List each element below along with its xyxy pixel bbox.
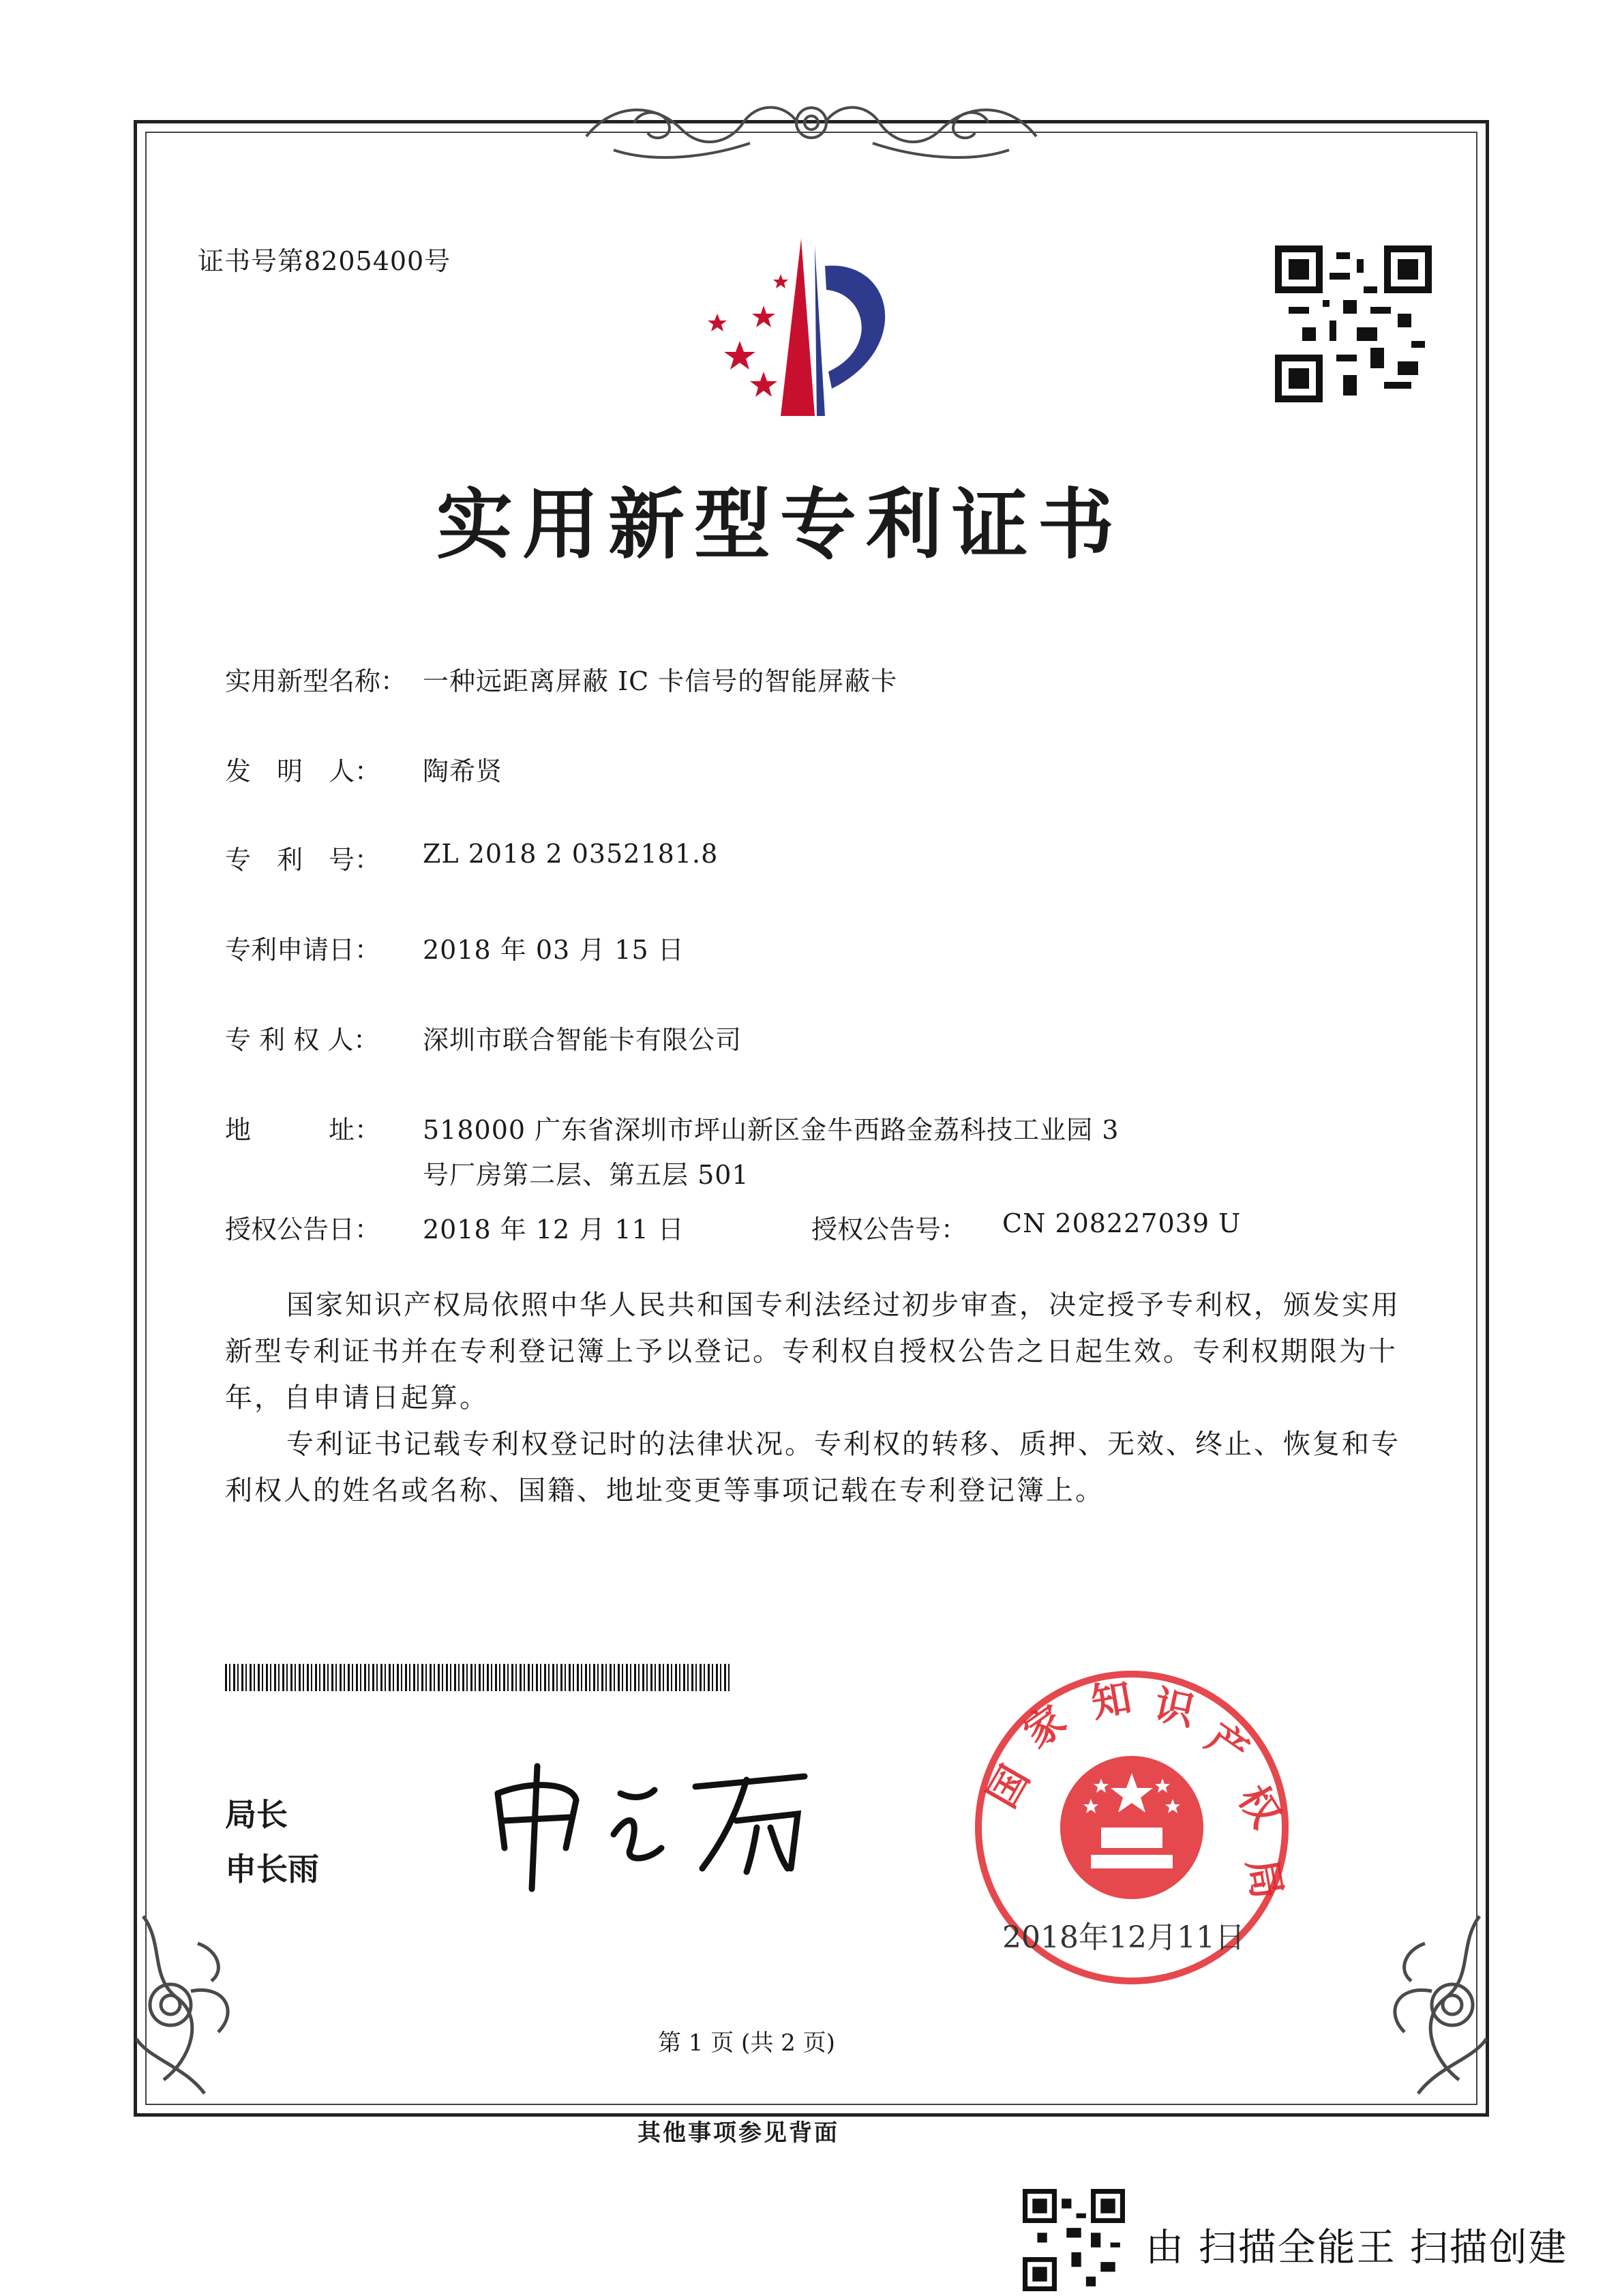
bottom-left-ornament-icon bbox=[123, 1903, 293, 2107]
field-label-grant-date: 授权公告日： bbox=[225, 1214, 381, 1244]
field-value-pub-no: CN 208227039 U bbox=[1002, 1208, 1242, 1238]
field-label-address: 地 址： bbox=[225, 1115, 381, 1145]
certificate-number: 证书号第8205400号 bbox=[198, 246, 451, 276]
paragraph-1-line-3: 年，自申请日起算。 bbox=[225, 1382, 489, 1414]
handwritten-signature bbox=[477, 1753, 832, 1896]
field-label-filing-date: 专利申请日： bbox=[225, 935, 381, 965]
qr-code-icon bbox=[1275, 245, 1432, 402]
page-indicator: 第 1 页 (共 2 页) bbox=[658, 2029, 835, 2057]
field-value-filing-date: 2018 年 03 月 15 日 bbox=[423, 935, 685, 965]
seal-date: 2018年12月11日 bbox=[1002, 1920, 1245, 1955]
field-value-address-line1: 518000 广东省深圳市坪山新区金牛西路金荔科技工业园 3 bbox=[423, 1115, 1120, 1145]
field-value-grant-date: 2018 年 12 月 11 日 bbox=[423, 1214, 685, 1244]
field-value-inventor: 陶希贤 bbox=[423, 756, 503, 786]
svg-text:局: 局 bbox=[1238, 1855, 1291, 1903]
see-reverse-note: 其他事项参见背面 bbox=[637, 2119, 839, 2147]
field-label-patent-no: 专 利 号： bbox=[225, 845, 381, 875]
svg-text:知: 知 bbox=[1087, 1673, 1135, 1727]
svg-text:国: 国 bbox=[978, 1757, 1039, 1815]
top-ornament-icon bbox=[573, 82, 1050, 170]
paragraph-1-line-2: 新型专利证书并在专利登记簿上予以登记。专利权自授权公告之日起生效。专利权期限为十 bbox=[225, 1336, 1398, 1367]
svg-text:识: 识 bbox=[1150, 1681, 1199, 1735]
scanner-qr-code-icon bbox=[1023, 2189, 1125, 2291]
paragraph-1-line-1: 国家知识产权局依照中华人民共和国专利法经过初步审查，决定授予专利权，颁发实用 bbox=[286, 1289, 1400, 1321]
paragraph-2-line-1: 专利证书记载专利权登记时的法律状况。专利权的转移、质押、无效、终止、恢复和专 bbox=[286, 1429, 1400, 1460]
page-title: 实用新型专利证书 bbox=[436, 480, 1124, 569]
paragraph-2-line-2: 利权人的姓名或名称、国籍、地址变更等事项记载在专利登记簿上。 bbox=[225, 1475, 1105, 1506]
svg-text:家: 家 bbox=[1015, 1696, 1075, 1757]
scanner-watermark: 由 扫描全能王 扫描创建 bbox=[1145, 2226, 1568, 2270]
field-label-pub-no: 授权公告号： bbox=[811, 1214, 967, 1244]
bottom-right-ornament-icon bbox=[1330, 1903, 1500, 2107]
field-label-inventor: 发 明 人： bbox=[225, 756, 381, 786]
field-label-name: 实用新型名称： bbox=[225, 666, 407, 696]
field-value-patentee: 深圳市联合智能卡有限公司 bbox=[423, 1025, 742, 1055]
signatory-name: 申长雨 bbox=[225, 1851, 319, 1888]
field-value-name: 一种远距离屏蔽 IC 卡信号的智能屏蔽卡 bbox=[423, 666, 898, 696]
field-value-address-line2: 号厂房第二层、第五层 501 bbox=[423, 1160, 749, 1190]
signatory-role: 局长 bbox=[225, 1796, 288, 1833]
cnipa-logo-icon bbox=[689, 232, 934, 423]
svg-text:产: 产 bbox=[1197, 1714, 1257, 1775]
field-label-patentee: 专 利 权 人： bbox=[225, 1025, 380, 1055]
barcode-icon bbox=[225, 1664, 730, 1691]
field-value-patent-no: ZL 2018 2 0352181.8 bbox=[423, 839, 719, 869]
svg-text:权: 权 bbox=[1229, 1777, 1290, 1836]
